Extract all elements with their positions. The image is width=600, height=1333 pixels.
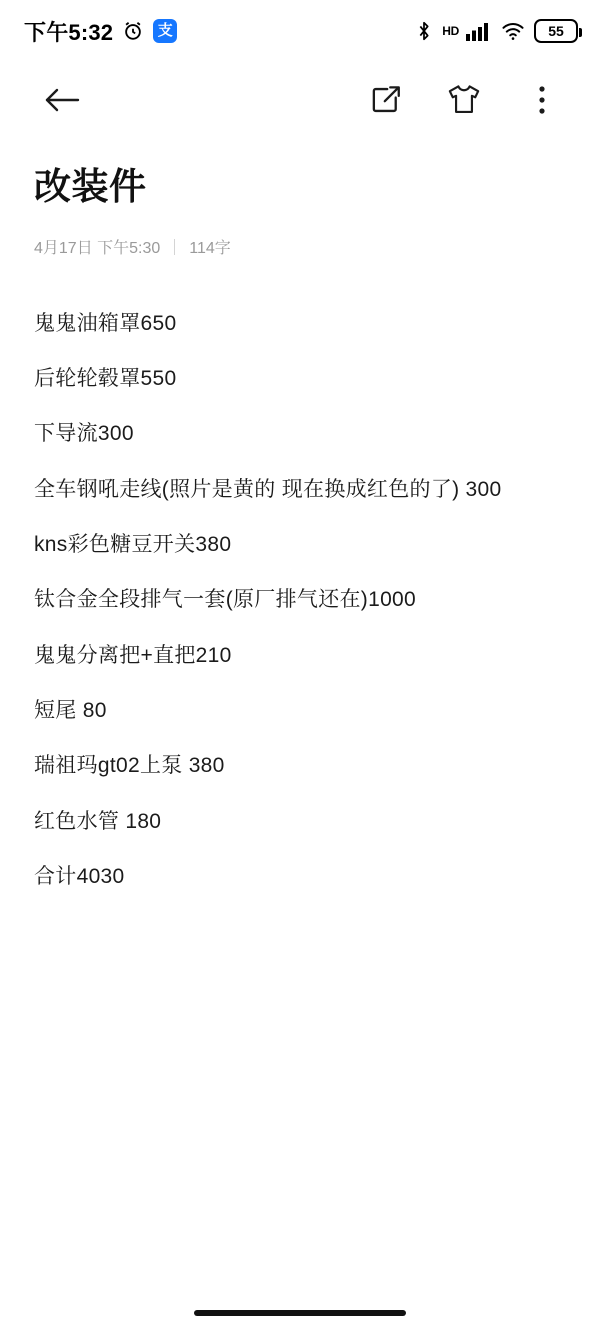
alipay-icon: 支	[153, 19, 177, 43]
note-line: 鬼鬼分离把+直把210	[34, 643, 232, 667]
meta-divider	[174, 239, 175, 255]
more-options-button[interactable]	[514, 72, 570, 128]
cellular-signal-icon	[466, 21, 492, 41]
alarm-clock-icon	[122, 20, 144, 42]
note-line: 全车钢吼走线(照片是黄的 现在换成红色的了) 300	[34, 477, 502, 501]
note-line: 鬼鬼油箱罩650	[34, 311, 177, 335]
note-word-count: 114字	[189, 240, 231, 257]
note-line: 短尾 80	[34, 698, 107, 722]
note-meta	[34, 235, 566, 258]
note-date: 4月17日 下午5:30	[34, 240, 161, 257]
battery-level: 55	[548, 23, 564, 39]
battery-indicator	[534, 19, 578, 43]
back-button[interactable]	[34, 72, 90, 128]
status-bar-right	[415, 19, 578, 43]
note-line: 合计4030	[34, 864, 125, 888]
share-button[interactable]	[358, 72, 414, 128]
status-bar	[0, 0, 600, 62]
note-body[interactable]	[34, 296, 566, 905]
note-line: 下导流300	[34, 422, 134, 446]
home-indicator[interactable]	[194, 1310, 406, 1316]
status-time: 下午5:32	[24, 19, 114, 45]
note-line: kns彩色糖豆开关380	[34, 532, 232, 556]
theme-shirt-button[interactable]	[436, 72, 492, 128]
hd-label: HD	[442, 24, 459, 38]
note-line: 钛合金全段排气一套(原厂排气还在)1000	[34, 588, 417, 612]
note-line: 红色水管 180	[34, 809, 162, 833]
note-toolbar	[0, 62, 600, 138]
note-title[interactable]: 改装件	[34, 166, 147, 207]
note-line: 后轮轮毂罩550	[34, 366, 177, 390]
note-line: 瑞祖玛gt02上泵 380	[34, 754, 225, 778]
note-content	[0, 156, 600, 905]
bluetooth-icon	[415, 20, 433, 42]
wifi-icon	[501, 21, 525, 41]
status-bar-left	[24, 16, 177, 47]
